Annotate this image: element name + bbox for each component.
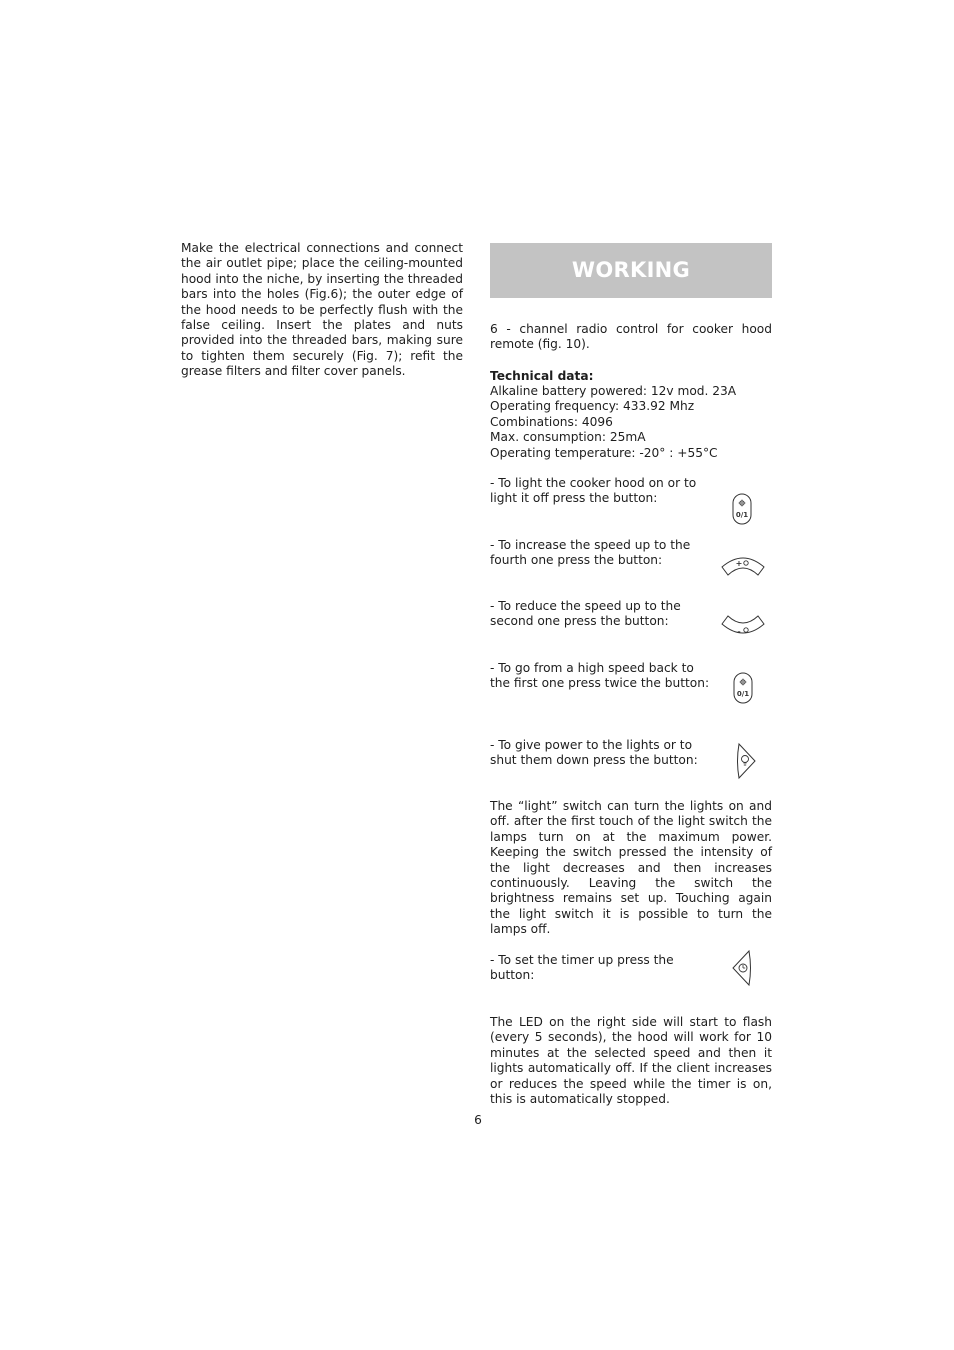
svg-text:0/1: 0/1 — [735, 511, 749, 519]
light-button-icon — [735, 742, 757, 780]
svg-text:+: + — [735, 559, 743, 568]
section-title: WORKING — [571, 257, 691, 282]
speed-down-button-icon — [720, 614, 766, 640]
instruction-speed-down: - To reduce the speed up to the second one press the button: — [490, 599, 681, 629]
installation-paragraph: Make the electrical connections and connect the air outlet pipe; place the ceiling-mounted hood into the niche, by inserting the threaded bars into the holes (Fig.6); the outer edge of the hood needs to be perfectly flush with the false ceiling. Insert the plates and nuts provided into the threaded bars, making sure to tighten them securely (Fig. 7); refit the grease filters and filter cover panels. — [181, 241, 463, 379]
instruction-speed-reset: - To go from a high speed back to the first one press twice the button: — [490, 661, 710, 691]
instruction-timer: - To set the timer up press the button: — [490, 953, 674, 983]
fan-power-button-icon — [732, 493, 752, 525]
section-banner — [490, 243, 772, 298]
page-number: 6 — [474, 1113, 482, 1127]
intro-paragraph: 6 - channel radio control for cooker hood remote (fig. 10). — [490, 322, 772, 352]
instruction-speed-up: - To increase the speed up to the fourth one press the button: — [490, 538, 691, 568]
light-switch-paragraph: The “light” switch can turn the lights on and off. after the first touch of the light switch the lamps turn on at the maximum power. Keeping the switch pressed the intensity of the light decreases and then increases continuously. Leaving the switch the brightness remains set up. Touching again the light switch it is possible to turn the lamps off. — [490, 799, 772, 937]
instruction-lights: - To give power to the lights or to shut them down press the button: — [490, 738, 698, 768]
tech-data-list: Alkaline battery powered: 12v mod. 23A Operating frequency: 433.92 Mhz Combinations: 4096 Max. consumption: 25mA Operating temperature: -20° : +55°C — [490, 384, 737, 460]
led-timer-paragraph: The LED on the right side will start to flash (every 5 seconds), the hood will work for 10 minutes at the selected speed and then it lights automatically off. If the client increases or reduces the speed while the timer is on, this is automatically stopped. — [490, 1015, 772, 1107]
tech-data-heading: Technical data: — [490, 369, 594, 383]
svg-text:-: - — [737, 627, 741, 636]
timer-button-icon — [731, 949, 753, 987]
speed-up-button-icon — [720, 553, 766, 577]
svg-text:0/1: 0/1 — [736, 690, 750, 698]
fan-power-button-icon — [733, 672, 753, 704]
instruction-power: - To light the cooker hood on or to light it off press the button: — [490, 476, 697, 506]
